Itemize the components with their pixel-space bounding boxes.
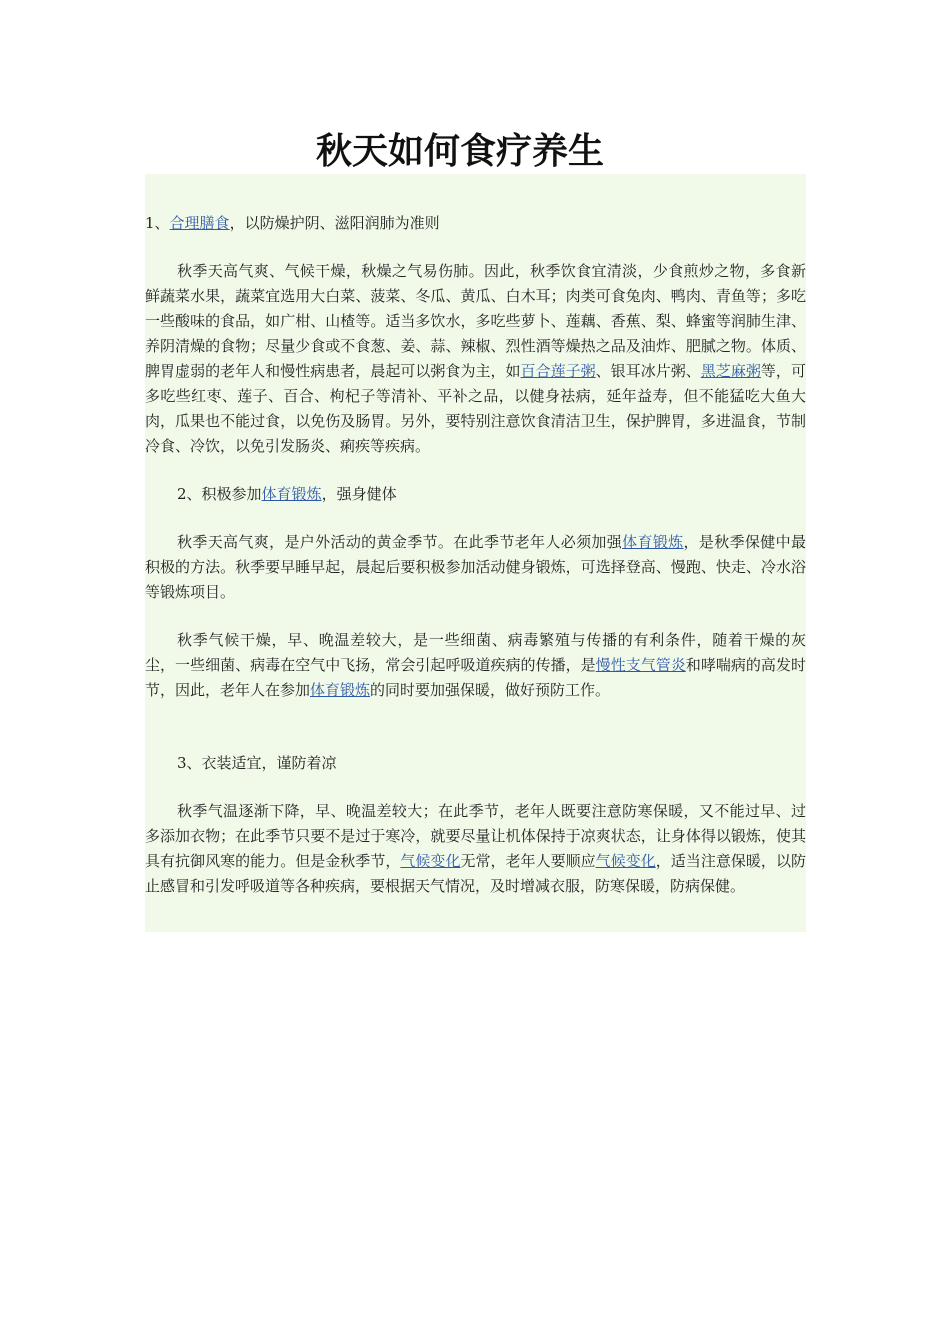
text-run: ，适当注意保暖，以防止感冒和引发呼吸道等各种疾病，要根据天气情况，及时增减衣服，防寒保暖，防病保健。 (145, 852, 806, 895)
link-chronic-bronchitis[interactable]: 慢性支气管炎 (595, 656, 686, 674)
section-1-heading (145, 211, 806, 236)
spacer (145, 236, 806, 259)
text-run: 秋季天高气爽、气候干燥，秋燥之气易伤肺。因此，秋季饮食宜清淡，少食煎炒之物，多食新鲜蔬菜水果，蔬菜宜选用大白菜、菠菜、冬瓜、黄瓜、白木耳；肉类可食兔肉、鸭肉、青鱼等；多吃一些酸味的食品，如广柑、山楂等。适当多饮水，多吃些萝卜、莲藕、香蕉、梨、蜂蜜等润肺生津、养阴清燥的食物；尽量少食或不食葱、姜、蒜、辣椒、烈性酒等燥热之品及油炸、肥腻之物。体质、脾胃虚弱的老年人和慢性病患者，晨起可以粥食为主，如 (145, 262, 806, 380)
page-title: 秋天如何食疗养生 (315, 131, 604, 172)
section-2-heading (145, 482, 806, 507)
text-run: 等，可多吃些红枣、莲子、百合、枸杞子等清补、平补之品，以健身祛病，延年益寿，但不能猛吃大鱼大肉，瓜果也不能过食，以免伤及肠胃。另外，要特别注意饮食清洁卫生，保护脾胃，多进温食，节制冷食、冷饮，以免引发肠炎、痢疾等疾病。 (145, 362, 806, 455)
spacer (145, 507, 806, 530)
text-run: 的同时要加强保暖，做好预防工作。 (370, 681, 611, 699)
link-physical-exercise[interactable]: 体育锻炼 (261, 485, 322, 503)
link-climate-change[interactable]: 气候变化 (400, 852, 461, 870)
text-run: 和哮喘病的高发时节，因此，老年人在参加 (145, 656, 806, 699)
spacer (145, 776, 806, 799)
link-lily-lotus-porridge[interactable]: 百合莲子粥 (520, 362, 596, 380)
text-run: 秋季天高气爽，是户外活动的黄金季节。在此季节老年人必须加强 (177, 533, 623, 551)
section-2-paragraph-1 (145, 530, 806, 605)
text-run: ，是秋季保健中最积极的方法。秋季要早睡早起，晨起后要积极参加活动健身锻炼，可选择登高、慢跑、快走、冷水浴等锻炼项目。 (145, 533, 806, 601)
link-physical-exercise[interactable]: 体育锻炼 (310, 681, 371, 699)
link-climate-change[interactable]: 气候变化 (595, 852, 656, 870)
link-black-sesame-porridge[interactable]: 黑芝麻粥 (700, 362, 761, 380)
spacer (145, 605, 806, 628)
section-1-paragraph (145, 259, 806, 459)
section-1-heading-prefix: 1、 (145, 214, 170, 232)
section-3-heading: 3、衣装适宜，谨防着凉 (177, 754, 337, 772)
section-2-paragraph-2 (145, 628, 806, 703)
link-balanced-diet[interactable]: 合理膳食 (169, 214, 230, 232)
section-3-paragraph (145, 799, 806, 899)
section-2-heading-suffix: ，强身健体 (321, 485, 397, 503)
section-2-heading-prefix: 2、积极参加 (177, 485, 262, 503)
article-body (145, 174, 806, 932)
spacer (145, 459, 806, 482)
link-physical-exercise[interactable]: 体育锻炼 (622, 533, 684, 551)
text-run: 无常，老年人要顺应 (460, 852, 596, 870)
text-run: 秋季气候干燥，早、晚温差较大，是一些细菌、病毒繁殖与传播的有利条件，随着干燥的灰尘，一些细菌、病毒在空气中飞扬，常会引起呼吸道疾病的传播，是 (145, 631, 806, 674)
spacer (145, 703, 806, 751)
section-1-heading-suffix: ，以防燥护阴、滋阳润肺为准则 (229, 214, 440, 232)
text-run: 秋季气温逐渐下降，早、晚温差较大；在此季节，老年人既要注意防寒保暖，又不能过早、过多添加衣物；在此季节只要不是过于寒冷，就要尽量让机体保持于凉爽状态，让身体得以锻炼，使其具有抗御风寒的能力。但是金秋季节， (145, 802, 806, 870)
text-run: 、银耳冰片粥、 (595, 362, 701, 380)
